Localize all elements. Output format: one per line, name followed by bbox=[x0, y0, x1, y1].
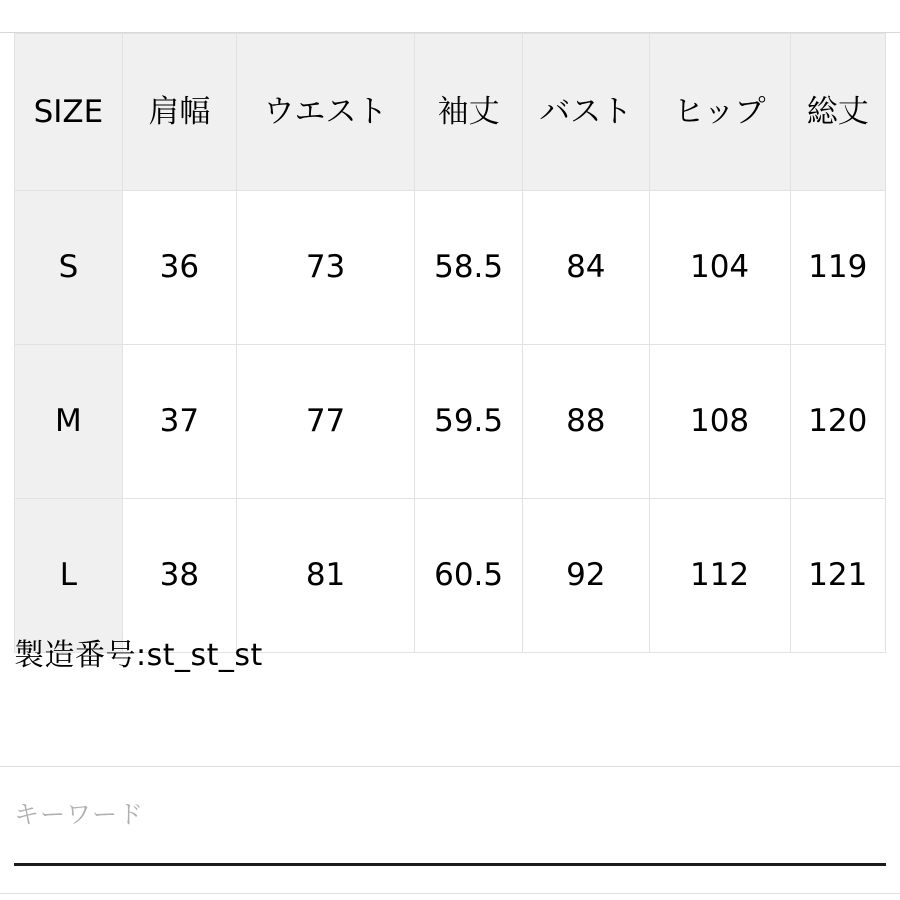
header-cell-hip: ヒップ bbox=[649, 34, 790, 191]
header-cell-length: 総丈 bbox=[790, 34, 885, 191]
cell-m-bust: 88 bbox=[523, 345, 650, 499]
size-table bbox=[14, 33, 886, 653]
cell-l-length: 121 bbox=[790, 499, 885, 653]
row-label-s: S bbox=[15, 191, 123, 345]
bottom-divider bbox=[0, 893, 900, 894]
header-cell-size: SIZE bbox=[15, 34, 123, 191]
cell-s-hip: 104 bbox=[649, 191, 790, 345]
header-cell-sleeve: 袖丈 bbox=[415, 34, 523, 191]
cell-l-sleeve: 60.5 bbox=[415, 499, 523, 653]
keyword-input-underline bbox=[14, 863, 886, 866]
cell-s-bust: 84 bbox=[523, 191, 650, 345]
cell-m-shoulder: 37 bbox=[122, 345, 236, 499]
table-row bbox=[15, 345, 886, 499]
table-header-row bbox=[15, 34, 886, 191]
table-row bbox=[15, 191, 886, 345]
cell-m-hip: 108 bbox=[649, 345, 790, 499]
cell-l-hip: 112 bbox=[649, 499, 790, 653]
cell-s-length: 119 bbox=[790, 191, 885, 345]
size-table-body bbox=[15, 191, 886, 653]
manufacturing-code-text: 製造番号:st_st_st bbox=[14, 638, 263, 673]
cell-m-sleeve: 59.5 bbox=[415, 345, 523, 499]
size-table-head bbox=[15, 34, 886, 191]
cell-l-waist: 81 bbox=[236, 499, 414, 653]
cell-m-length: 120 bbox=[790, 345, 885, 499]
header-cell-waist: ウエスト bbox=[236, 34, 414, 191]
cell-s-shoulder: 36 bbox=[122, 191, 236, 345]
cell-s-waist: 73 bbox=[236, 191, 414, 345]
cell-m-waist: 77 bbox=[236, 345, 414, 499]
row-label-m: M bbox=[15, 345, 123, 499]
cell-s-sleeve: 58.5 bbox=[415, 191, 523, 345]
size-table-container bbox=[14, 33, 886, 653]
row-label-l: L bbox=[15, 499, 123, 653]
keyword-input[interactable]: キーワード bbox=[14, 800, 145, 829]
header-cell-bust: バスト bbox=[523, 34, 650, 191]
section-divider bbox=[0, 766, 900, 767]
header-cell-shoulder: 肩幅 bbox=[122, 34, 236, 191]
cell-l-bust: 92 bbox=[523, 499, 650, 653]
cell-l-shoulder: 38 bbox=[122, 499, 236, 653]
keyword-field-group bbox=[14, 795, 886, 831]
